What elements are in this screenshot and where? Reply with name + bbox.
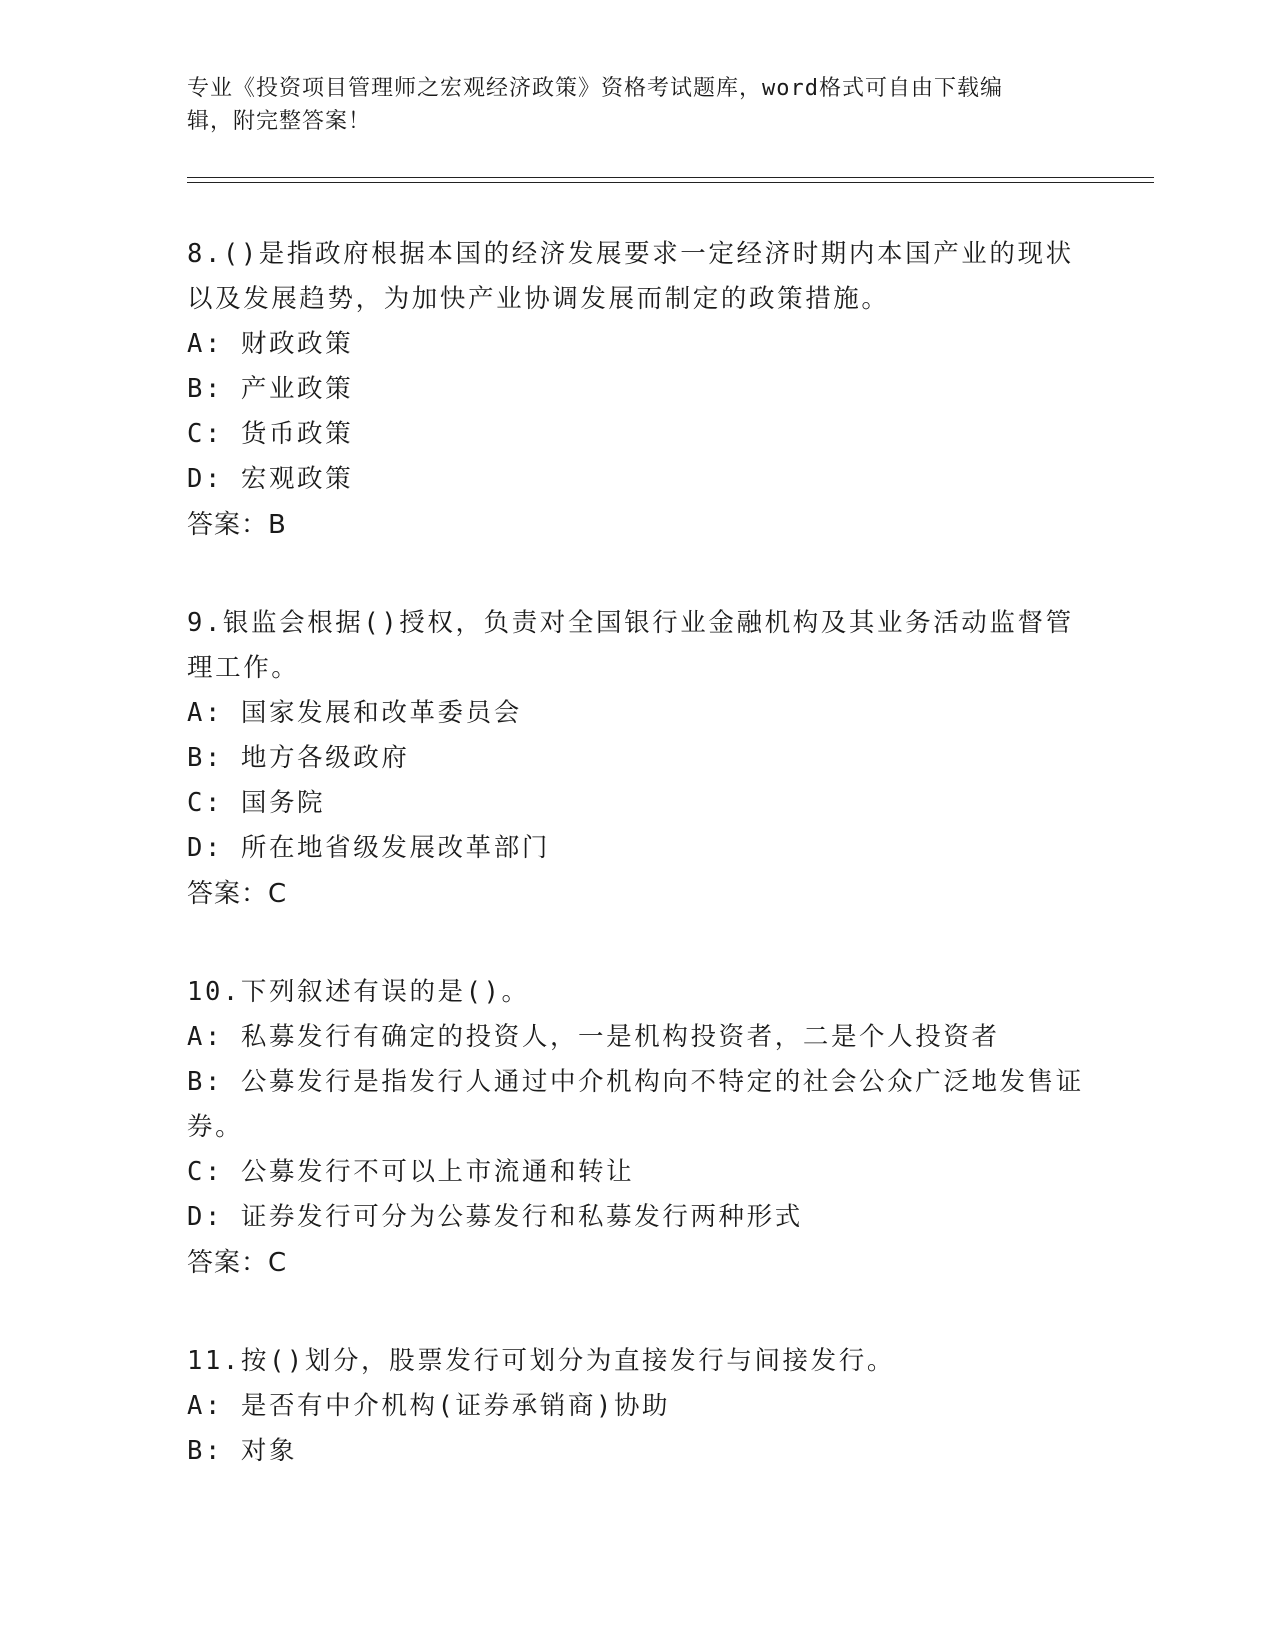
question-stem: 9.银监会根据()授权，负责对全国银行业金融机构及其业务活动监督管理工作。 — [187, 608, 1074, 683]
option-a: A: 国家发展和改革委员会 — [187, 698, 522, 728]
header-divider-top — [187, 177, 1154, 178]
option-a: A: 财政政策 — [187, 329, 354, 359]
question-stem: 10.下列叙述有误的是()。 — [187, 977, 530, 1007]
document-header — [187, 72, 1087, 138]
question-8 — [187, 232, 1087, 548]
option-b: B: 对象 — [187, 1436, 298, 1466]
answer-line: 答案：C — [187, 879, 288, 909]
answer-line: 答案：C — [187, 1248, 288, 1278]
question-stem: 8.()是指政府根据本国的经济发展要求一定经济时期内本国产业的现状以及发展趋势，为加快产业协调发展而制定的政策措施。 — [187, 239, 1074, 314]
option-d: D: 证券发行可分为公募发行和私募发行两种形式 — [187, 1202, 803, 1232]
question-11 — [187, 1339, 1087, 1474]
header-divider-bottom — [187, 182, 1154, 183]
option-a: A: 私募发行有确定的投资人，一是机构投资者，二是个人投资者 — [187, 1022, 1000, 1052]
option-c: C: 国务院 — [187, 788, 326, 818]
option-d: D: 所在地省级发展改革部门 — [187, 833, 550, 863]
question-stem: 11.按()划分，股票发行可划分为直接发行与间接发行。 — [187, 1346, 895, 1376]
question-9 — [187, 601, 1087, 917]
question-10 — [187, 970, 1087, 1286]
option-a: A: 是否有中介机构(证券承销商)协助 — [187, 1391, 671, 1421]
question-list — [187, 232, 1087, 1527]
option-b: B: 公募发行是指发行人通过中介机构向不特定的社会公众广泛地发售证券。 — [187, 1067, 1084, 1142]
answer-line: 答案：B — [187, 510, 287, 540]
header-line-2: 辑，附完整答案！ — [187, 109, 372, 134]
option-b: B: 产业政策 — [187, 374, 354, 404]
option-c: C: 公募发行不可以上市流通和转让 — [187, 1157, 635, 1187]
header-line-1: 专业《投资项目管理师之宏观经济政策》资格考试题库，word格式可自由下载编 — [187, 76, 1003, 101]
option-b: B: 地方各级政府 — [187, 743, 410, 773]
option-d: D: 宏观政策 — [187, 464, 354, 494]
option-c: C: 货币政策 — [187, 419, 354, 449]
